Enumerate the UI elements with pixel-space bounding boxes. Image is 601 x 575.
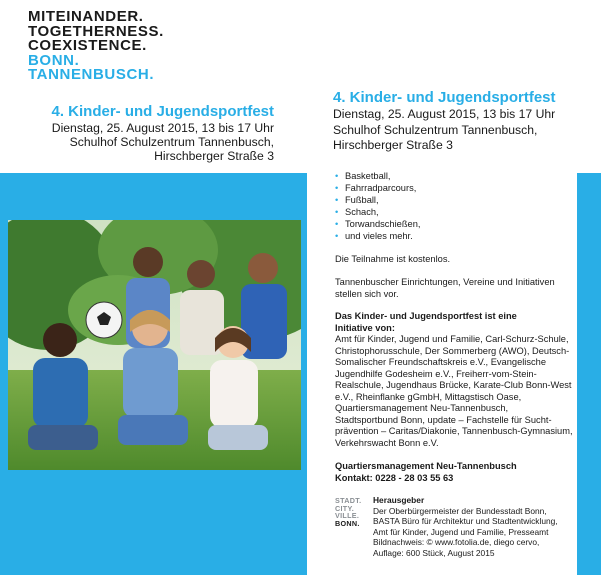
publisher-line: Auflage: 600 Stück, August 2015 <box>373 547 495 558</box>
list-item: • Schach, <box>335 206 575 218</box>
event-street: Hirschberger Straße 3 <box>154 149 274 163</box>
city-bonn-logo <box>335 497 361 527</box>
list-item: • und vieles mehr. <box>335 230 575 242</box>
event-info-right <box>333 88 556 154</box>
list-item: • Fußball, <box>335 194 575 206</box>
city-logo-line: BONN. <box>335 518 360 528</box>
initiative-body: Amt für Kinder, Jugend und Familie, Carl-Schurz-Schule, Christophorusschule, Der Sommerberg (AWO), Deutsch-Somalischer Freundschaftskreis e.V., Evangelische Jugendhilfe Godesheim e.V., Freiherr-vom-Stein-Realschule, Jugendhaus Brücke, Karate-Club Bonn-West e.V., Rheinflanke gGmbH, Mittagstisch Oase, Quartiersmanagement Neu-Tannenbusch, Stadtsportbund Bonn, update – Fachstelle für Sucht-prävention – Caritas/Diakonie, Tannenbusch-Gymnasium, Verkehrswacht Bonn e.V. <box>335 334 573 448</box>
list-item: • Fahrradparcours, <box>335 182 575 194</box>
free-admission-text: Die Teilnahme ist kostenlos. <box>335 254 451 264</box>
publisher-heading: Herausgeber <box>373 495 425 505</box>
list-item: • Torwandschießen, <box>335 218 575 230</box>
event-date: Dienstag, 25. August 2015, 13 bis 17 Uhr <box>333 107 556 121</box>
blue-band-right <box>577 173 601 575</box>
children-photo <box>8 220 301 470</box>
publisher-info <box>373 495 578 559</box>
logo-line: COEXISTENCE. <box>28 37 147 54</box>
event-info-left <box>51 103 274 163</box>
logo-line: MITEINANDER. <box>28 8 144 25</box>
logo-line: TANNENBUSCH. <box>28 66 155 83</box>
presenters-text: Tannenbuscher Einrichtungen, Vereine und Initiativen stellen sich vor. <box>335 277 555 299</box>
event-place: Schulhof Schulzentrum Tannenbusch, <box>69 135 274 149</box>
publisher-line: BASTA Büro für Architektur und Stadtentwicklung, <box>373 516 558 527</box>
publisher-line: Der Oberbürgermeister der Bundesstadt Bonn, <box>373 505 547 516</box>
event-street: Hirschberger Straße 3 <box>333 138 453 152</box>
logo-line: TOGETHERNESS. <box>28 22 164 40</box>
event-title: 4. Kinder- und Jugendsportfest <box>51 103 274 120</box>
city-logo-line: VILLE. <box>335 511 360 521</box>
event-place: Schulhof Schulzentrum Tannenbusch, <box>333 122 538 137</box>
city-logo-line: CITY. <box>335 503 355 513</box>
event-date: Dienstag, 25. August 2015, 13 bis 17 Uhr <box>51 121 274 135</box>
event-title: 4. Kinder- und Jugendsportfest <box>333 89 556 106</box>
campaign-logo <box>28 10 164 83</box>
contact-name: Quartiersmanagement Neu-Tannenbusch <box>335 461 517 471</box>
contact-phone: Kontakt: 0228 - 28 03 55 63 <box>335 473 454 483</box>
list-item: • Basketball, <box>335 170 575 182</box>
city-logo-line: STADT. <box>335 496 362 505</box>
publisher-line: Bildnachweis: © www.fotolia.de, diego cervo, <box>373 537 540 548</box>
initiative-heading: Das Kinder- und Jugendsportfest ist eine Initiative von: <box>335 311 517 333</box>
publisher-line: Amt für Kinder, Jugend und Familie, Presseamt <box>373 526 549 537</box>
logo-line: BONN. <box>28 51 80 69</box>
activities-list <box>335 170 575 242</box>
